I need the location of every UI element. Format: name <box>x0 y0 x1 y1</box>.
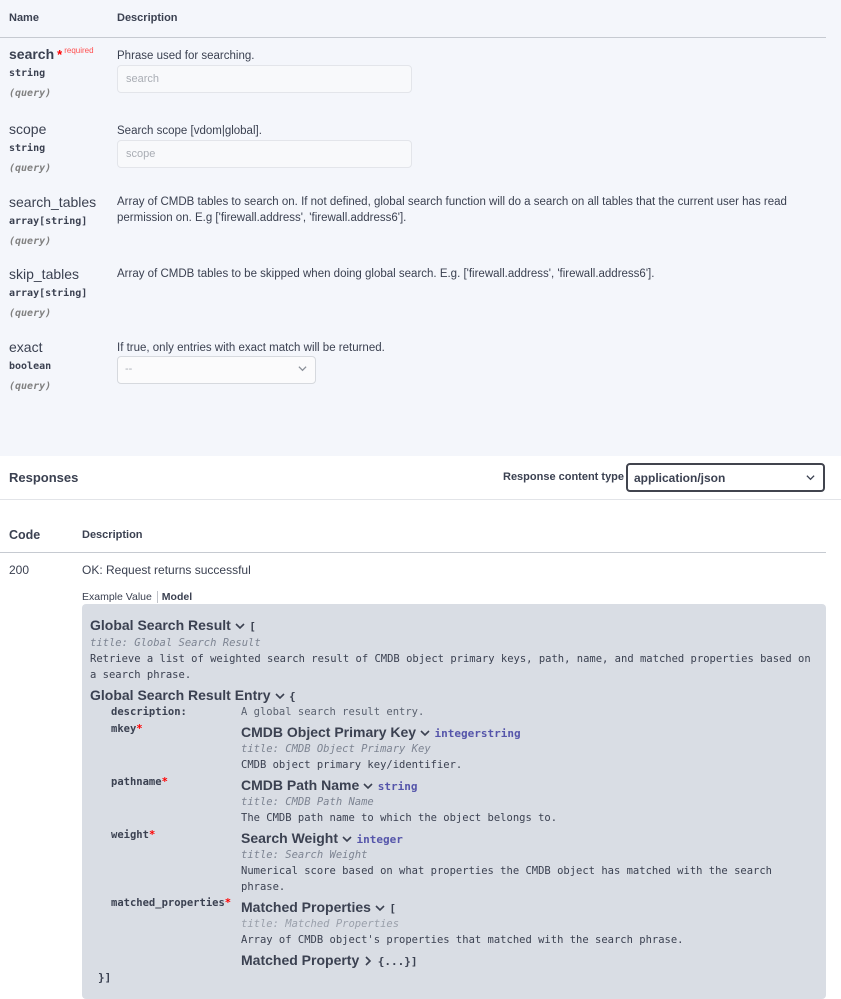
model-prop-title: Matched Properties <box>241 899 371 915</box>
model-prop-type: integerstring <box>434 727 521 740</box>
chevron-down-icon <box>235 621 245 631</box>
required-label: required <box>64 46 94 55</box>
search-input[interactable] <box>117 65 412 93</box>
model-schema-box <box>82 604 826 999</box>
model-prop-title: Search Weight <box>241 830 338 846</box>
model-prop-description: Array of CMDB object's properties that matched with the search phrase. <box>241 934 684 946</box>
response-content-type-label: Response content type <box>503 471 625 483</box>
example-model-tabs <box>82 591 192 603</box>
model-prop-mkey-toggle[interactable] <box>241 724 521 742</box>
param-location: (query) <box>9 163 52 174</box>
model-prop-title: CMDB Path Name <box>241 777 360 793</box>
response-description: OK: Request returns successful <box>82 563 251 577</box>
param-description: If true, only entries with exact match will be returned. <box>117 342 385 354</box>
param-name: skip_tables <box>9 266 80 282</box>
param-location: (query) <box>9 381 52 392</box>
params-header-description: Description <box>117 12 178 24</box>
model-prop-title: CMDB Object Primary Key <box>241 724 417 740</box>
model-prop-type: integer <box>356 833 403 846</box>
param-description: Array of CMDB tables to search on. If not defined, global search function will do a search on all tables that the current user has read permission on. E.g ['firewall.address', 'firewall.address6']. <box>117 196 787 224</box>
model-prop-key-mkey: mkey* <box>111 723 143 735</box>
model-prop-description-line1: Numerical score based on what properties the CMDB object has matched with the search <box>241 865 773 877</box>
param-description: Array of CMDB tables to be skipped when doing global search. E.g. ['firewall.address', 'firewall.address6']. <box>117 268 655 280</box>
model-child-value: {...}] <box>377 955 418 968</box>
responses-header <box>0 456 841 500</box>
model-prop-matched-properties-toggle[interactable] <box>241 899 396 917</box>
model-prop-title-meta: title: CMDB Path Name <box>241 796 374 808</box>
responses-divider <box>0 552 826 553</box>
chevron-down-icon <box>375 903 385 913</box>
required-star: * <box>57 47 63 62</box>
model-prop-title-meta: title: CMDB Object Primary Key <box>241 743 431 755</box>
param-description: Phrase used for searching. <box>117 50 255 62</box>
param-name: search * $^{required}$ <box>9 46 94 62</box>
responses-header-code: Code <box>9 528 41 542</box>
responses-title: Responses <box>9 470 79 485</box>
responses-header-description: Description <box>82 529 143 541</box>
model-prop-weight-toggle[interactable] <box>241 830 403 848</box>
parameters-section <box>0 0 841 456</box>
chevron-down-icon <box>298 364 307 373</box>
param-type: string <box>9 68 46 79</box>
model-closing-bracket: }] <box>98 971 112 984</box>
model-prop-title-meta: title: Search Weight <box>241 849 368 861</box>
response-content-type-value: application/json <box>634 471 726 485</box>
exact-select[interactable] <box>117 356 316 384</box>
param-description: Search scope [vdom|global]. <box>117 125 262 137</box>
model-root-description-line1: Retrieve a list of weighted search result of CMDB object primary keys, path, name, and matched properties based on <box>90 653 811 665</box>
model-entry-toggle[interactable] <box>90 687 296 705</box>
params-header-name: Name <box>9 12 39 24</box>
chevron-down-icon <box>275 691 285 701</box>
param-type: boolean <box>9 361 52 372</box>
model-prop-pathname-toggle[interactable] <box>241 777 417 795</box>
param-type: array[string] <box>9 216 88 227</box>
model-prop-key-weight: weight* <box>111 829 156 841</box>
chevron-right-icon <box>363 956 373 966</box>
model-prop-key-matched-properties: matched_properties* <box>111 897 232 909</box>
param-location: (query) <box>9 308 52 319</box>
response-content-type-select[interactable] <box>626 463 825 492</box>
param-type: array[string] <box>9 288 88 299</box>
model-prop-title-meta: title: Matched Properties <box>241 918 400 930</box>
params-divider <box>0 37 826 38</box>
model-root-description-line2: a search phrase. <box>90 669 192 681</box>
model-entry-bracket: { <box>288 690 296 703</box>
param-location: (query) <box>9 236 52 247</box>
param-type: string <box>9 143 46 154</box>
chevron-down-icon <box>420 728 430 738</box>
exact-select-value: -- <box>125 363 133 375</box>
model-prop-description-line2: phrase. <box>241 881 286 893</box>
model-prop-key-pathname: pathname* <box>111 776 168 788</box>
model-prop-type: string <box>377 780 418 793</box>
scope-input[interactable] <box>117 140 412 168</box>
model-root-title-meta: title: Global Search Result <box>90 637 261 649</box>
model-child-title: Matched Property <box>241 952 360 968</box>
chevron-down-icon <box>342 834 352 844</box>
model-prop-description: CMDB object primary key/identifier. <box>241 759 463 771</box>
tab-example-value[interactable]: Example Value <box>82 591 152 603</box>
model-root-bracket: [ <box>249 620 256 633</box>
param-name: exact <box>9 339 43 355</box>
model-entry-description-label: description: <box>111 706 187 718</box>
model-prop-description: The CMDB path name to which the object belongs to. <box>241 812 558 824</box>
model-prop-bracket: [ <box>389 902 397 915</box>
response-code: 200 <box>9 563 30 577</box>
chevron-down-icon <box>363 781 373 791</box>
tab-model[interactable]: Model <box>157 591 192 603</box>
param-name: search_tables <box>9 194 97 210</box>
param-name: scope <box>9 121 47 137</box>
chevron-down-icon <box>806 473 815 482</box>
model-child-matched-property-toggle[interactable] <box>241 952 417 970</box>
model-entry-title: Global Search Result Entry <box>90 687 271 703</box>
model-entry-description-value: A global search result entry. <box>241 706 425 718</box>
model-root-title: Global Search Result <box>90 617 231 633</box>
model-root-toggle[interactable] <box>90 617 256 635</box>
param-location: (query) <box>9 88 52 99</box>
